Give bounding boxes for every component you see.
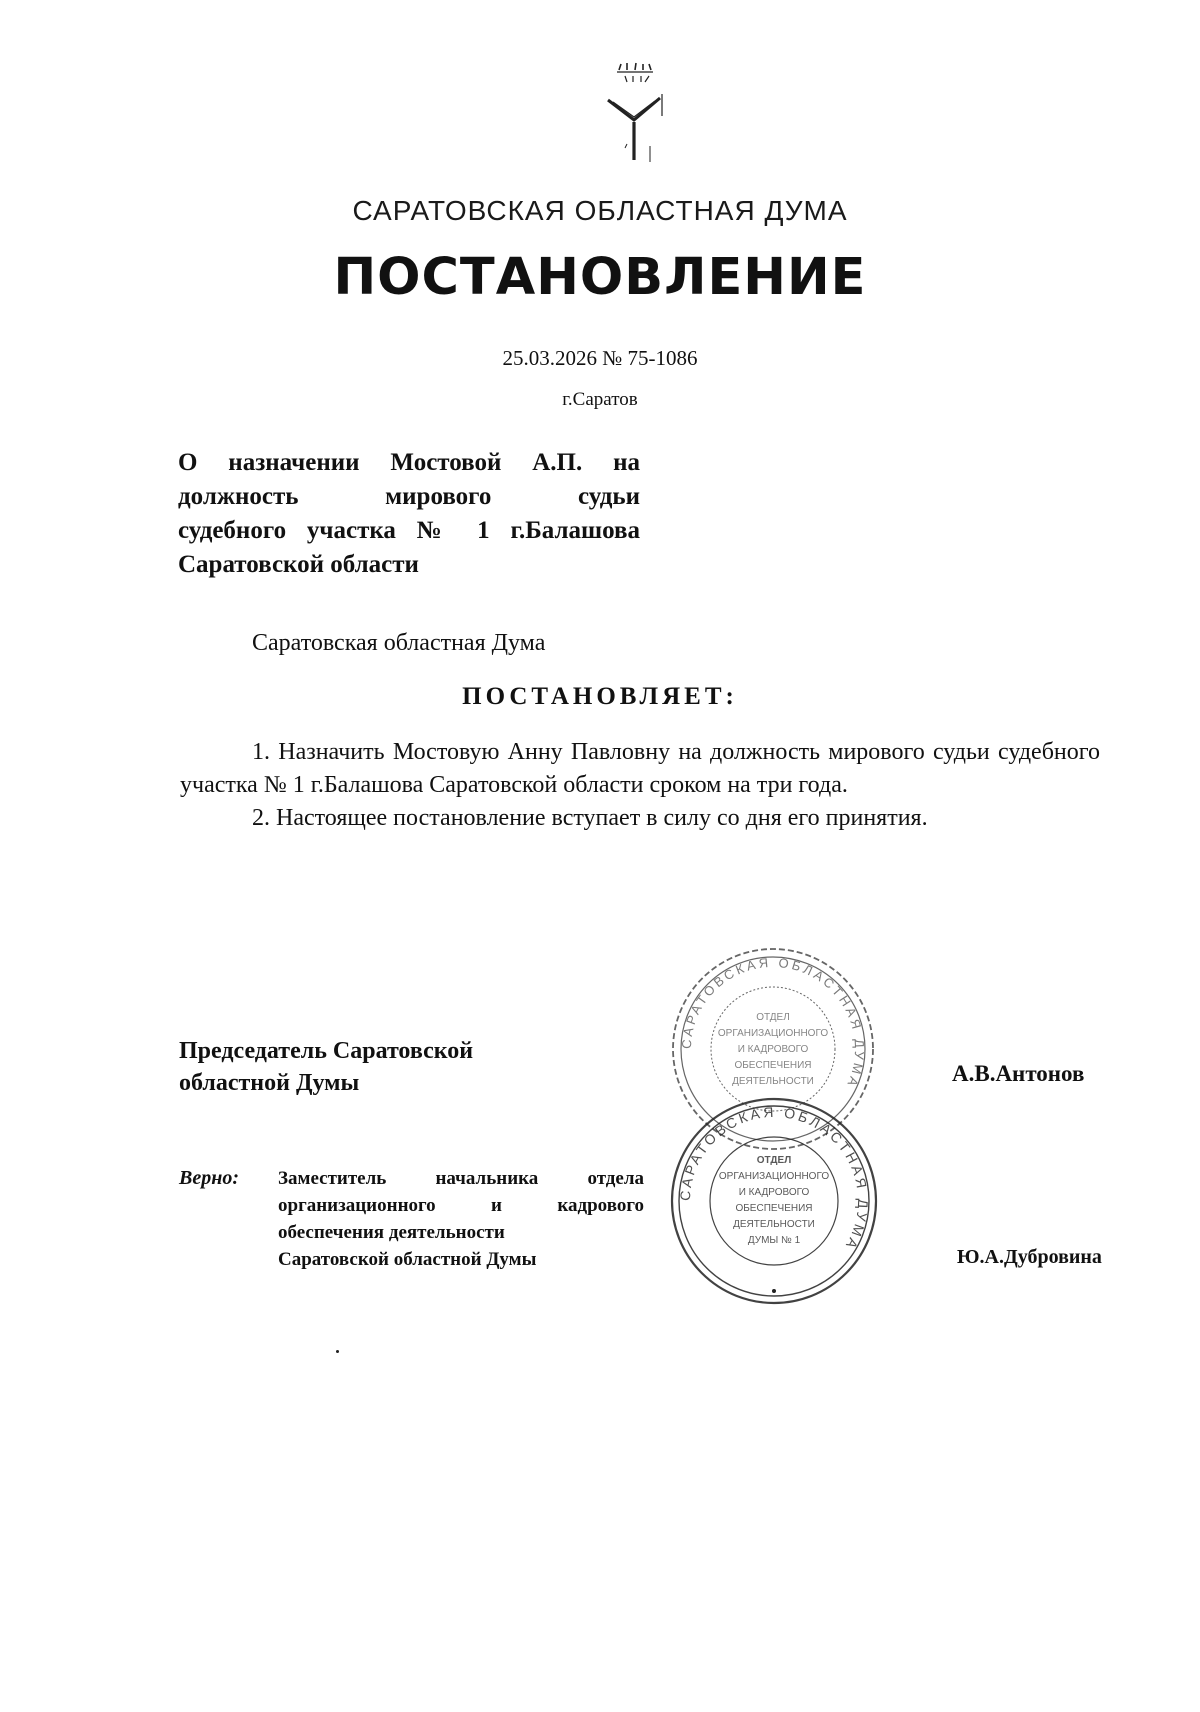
seal-center-text: ДУМЫ № 1 [747,1235,801,1246]
seal-center-text: И КАДРОВОГО [738,1187,810,1198]
scan-speck [336,1350,339,1353]
seal-center-text: ОБЕСПЕЧЕНИЯ [734,1060,812,1071]
subject-line: должность мирового судьи [178,483,640,510]
subject-line: О назначении Мостовой А.П. на [178,449,640,476]
seal-center-text: ОРГАНИЗАЦИОННОГО [718,1171,830,1182]
certified-label: Верно: [179,1167,239,1189]
coat-of-arms-emblem [605,62,667,179]
chairman-title [179,1035,473,1099]
seal-ring-text: САРАТОВСКАЯ ОБЛАСТНАЯ ДУМА [676,1103,872,1254]
chairman-title-line: областной Думы [179,1070,360,1096]
document-body [180,736,1100,835]
chairman-title-line: Председатель Саратовской [179,1038,474,1064]
issuing-body: Саратовская областная Дума [252,630,546,656]
deputy-title-line: организационного и кадрового [278,1195,644,1216]
seal-ring-text: САРАТОВСКАЯ ОБЛАСТНАЯ ДУМА [678,954,868,1092]
deputy-title-line: Саратовской областной Думы [278,1249,537,1270]
seal-center-text: ОРГАНИЗАЦИОННОГО [717,1028,829,1039]
seal-dot-icon [772,1289,776,1293]
document-date-number: 25.03.2026 № 75-1086 [502,346,698,370]
organization-name: САРАТОВСКАЯ ОБЛАСТНАЯ ДУМА [352,195,848,226]
body-paragraph-1: 1. Назначить Мостовую Анну Павловну на должность мирового судьи судебного участка № 1 г.Балашова Саратовской области сроком на три года. [180,739,1100,798]
seal-center-text: ОБЕСПЕЧЕНИЯ [735,1203,813,1214]
document-city: г.Саратов [562,389,638,410]
deputy-title-line: обеспечения деятельности [278,1222,505,1243]
subject-line: Саратовской области [178,551,419,578]
body-paragraph-2: 2. Настоящее постановление вступает в силу со дня его принятия. [252,805,928,831]
seal-center-text: ДЕЯТЕЛЬНОСТИ [733,1219,815,1230]
seal-center-text: ДЕЯТЕЛЬНОСТИ [732,1076,814,1087]
subject-line: судебного участка № 1 г.Балашова [178,517,640,544]
deputy-name: Ю.А.Дубровина [957,1246,1102,1268]
official-seal-stamp [668,1095,880,1312]
deputy-title-line: Заместитель начальника отдела [278,1168,644,1189]
seal-center-text: ОТДЕЛ [756,1012,790,1023]
decree-word: ПОСТАНОВЛЯЕТ: [462,683,738,710]
seal-center-text: И КАДРОВОГО [737,1044,809,1055]
deputy-title [278,1165,644,1273]
document-subject [178,446,640,582]
document-type-title: ПОСТАНОВЛЕНИЕ [333,248,867,307]
seal-center-text: ОТДЕЛ [756,1155,792,1166]
chairman-name: А.В.Антонов [952,1061,1085,1086]
